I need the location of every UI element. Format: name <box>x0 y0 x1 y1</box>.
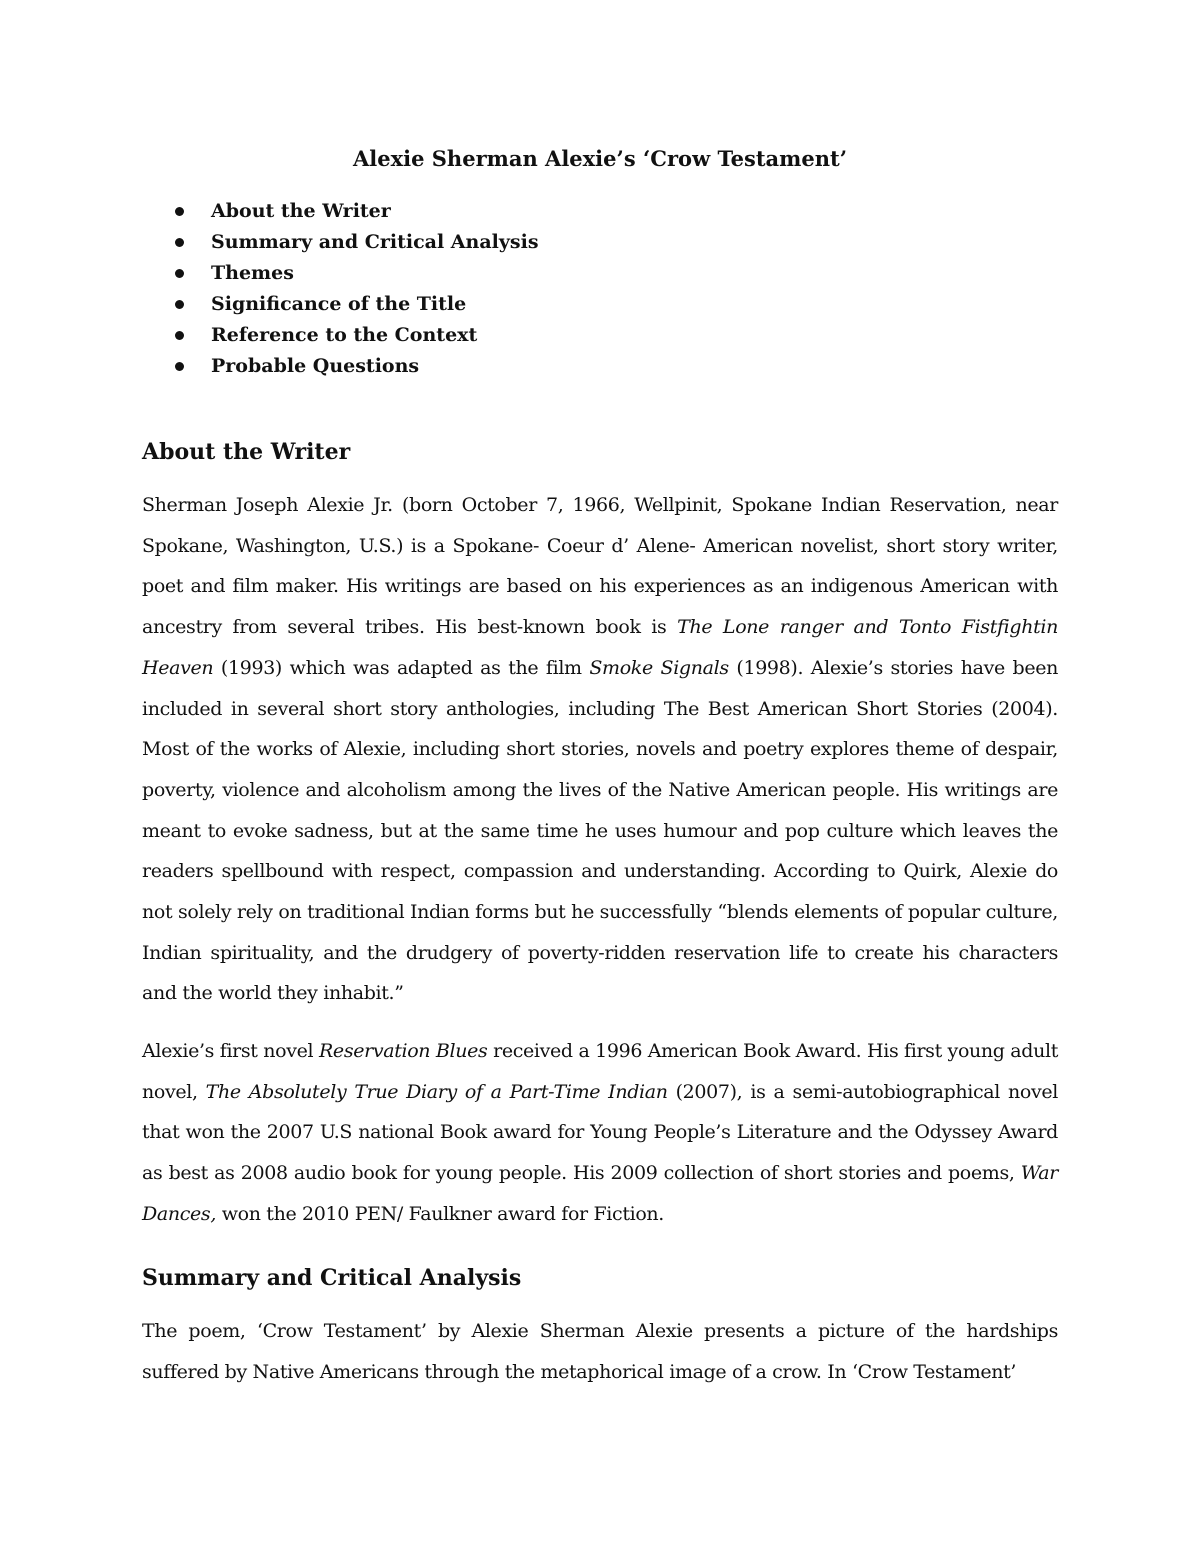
bullet-icon <box>175 331 184 340</box>
book-title: War Dances, <box>142 1162 1058 1225</box>
bullet-icon <box>175 362 184 371</box>
book-title: The Lone ranger and Tonto Fistfightin Heaven <box>142 616 1058 679</box>
text-run: (1998). Alexie’s stories have been included in several short story anthologies, including The Best American Short Stories (2004). Most of the works of Alexie, including short stories, novels and poetry explores theme of despair, poverty, violence and alcoholism among the lives of the Native American people. His writings are meant to evoke sadness, but at the same time he uses humour and pop culture which leaves the readers spellbound with respect, compassion and understanding. According to Quirk, Alexie do not solely rely on traditional Indian forms but he successfully “blends elements of popular culture, Indian spirituality, and the drudgery of poverty-ridden reservation life to create his characters and the world they inhabit.” <box>142 656 1058 1005</box>
book-title: The Absolutely True Diary of a Part-Time Indian <box>205 1080 668 1103</box>
text-run: (1993) which was adapted as the film <box>213 656 590 679</box>
bullet-icon <box>175 207 184 216</box>
bullet-icon <box>175 269 184 278</box>
summary-paragraph-1: The poem, ‘Crow Testament’ by Alexie Sherman Alexie presents a picture of the hardships suffered by Native Americans through the metaphorical image of a crow. In ‘Crow Testament’ <box>142 1320 1058 1383</box>
bullet-icon <box>175 300 184 309</box>
text-run: received a 1996 American Book Award. His first young adult novel, <box>142 1040 1058 1103</box>
toc-item-label: Significance of the Title <box>211 293 467 315</box>
section-heading-about: About the Writer <box>142 439 351 465</box>
toc-item <box>142 258 539 289</box>
text-run: Alexie’s first novel <box>142 1040 319 1062</box>
document-title: Alexie Sherman Alexie’s ‘Crow Testament’ <box>352 146 848 171</box>
about-paragraph-1 <box>142 485 1058 1014</box>
toc-item <box>142 196 539 227</box>
toc-item <box>142 289 539 320</box>
toc-item-label: About the Writer <box>211 200 391 222</box>
toc-item-label: Probable Questions <box>211 355 420 377</box>
text-run: (2007), is a semi-autobiographical novel that won the 2007 U.S national Book award for Young People’s Literature and the Odyssey Award as best as 2008 audio book for young people. His 2009 collection of short stories and poems, <box>142 1080 1058 1185</box>
toc-item-label: Summary and Critical Analysis <box>211 231 539 253</box>
book-title: Reservation Blues <box>318 1040 488 1062</box>
toc-item <box>142 227 539 258</box>
film-title: Smoke Signals <box>589 656 729 679</box>
about-paragraph-2 <box>142 1031 1058 1235</box>
text-run: Sherman Joseph Alexie Jr. (born October 7, 1966, Wellpinit, Spokane Indian Reservation, near Spokane, Washington, U.S.) is a Spokane- Coeur d’ Alene- American novelist, short story writer, poet and film maker. His writings are based on his experiences as an indigenous American with ancestry from several tribes. His best-known book is <box>142 494 1058 639</box>
toc-item-label: Themes <box>211 262 294 284</box>
table-of-contents <box>142 196 539 382</box>
bullet-icon <box>175 238 184 247</box>
text-run: won the 2010 PEN/ Faulkner award for Fiction. <box>216 1202 664 1225</box>
toc-item-label: Reference to the Context <box>211 324 478 346</box>
toc-item <box>142 351 539 382</box>
toc-item <box>142 320 539 351</box>
section-heading-summary: Summary and Critical Analysis <box>142 1265 522 1291</box>
